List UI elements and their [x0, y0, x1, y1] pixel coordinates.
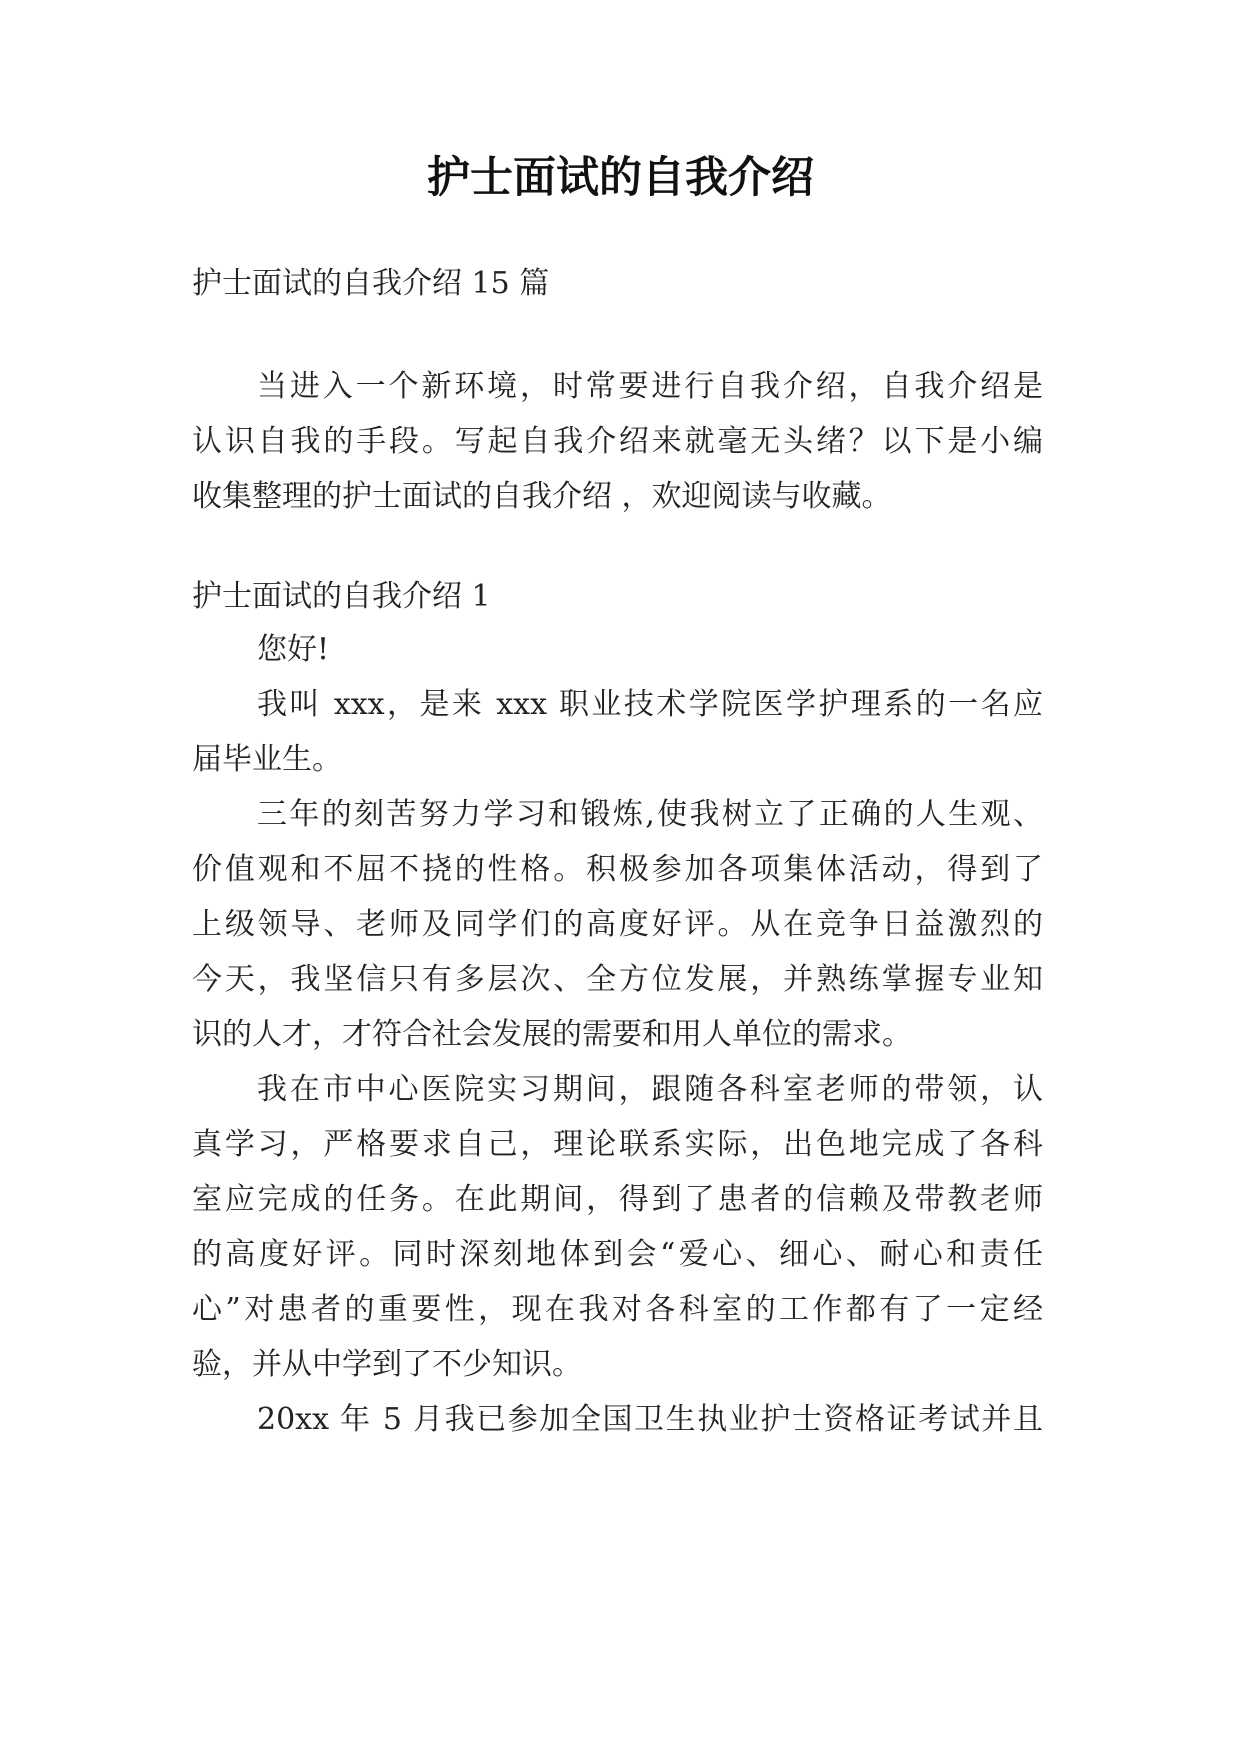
paragraph-line: 识的人才，才符合社会发展的需要和用人单位的需求。 [192, 1017, 912, 1052]
paragraph-line: 价值观和不屈不挠的性格。积极参加各项集体活动，得到了 [192, 852, 1043, 887]
paragraph-line: 我在市中心医院实习期间，跟随各科室老师的带领，认 [257, 1072, 1043, 1107]
intro-line: 收集整理的护士面试的自我介绍 ，欢迎阅读与收藏。 [192, 479, 892, 514]
paragraph-line: 届毕业生。 [192, 742, 342, 777]
paragraph-line: 真学习，严格要求自己，理论联系实际，出色地完成了各科 [192, 1127, 1043, 1162]
paragraph-line: 上级领导、老师及同学们的高度好评。从在竞争日益激烈的 [192, 907, 1043, 942]
paragraph-line: 的高度好评。同时深刻地体到会“爱心、细心、耐心和责任 [192, 1237, 1043, 1272]
paragraph-line: 我叫 xxx，是来 xxx 职业技术学院医学护理系的一名应 [257, 687, 1043, 722]
intro-line: 认识自我的手段。写起自我介绍来就毫无头绪？以下是小编 [192, 424, 1043, 459]
document-title: 护士面试的自我介绍 [427, 153, 814, 203]
intro-line: 当进入一个新环境，时常要进行自我介绍，自我介绍是 [257, 369, 1043, 404]
paragraph-line: 20xx 年 5 月我已参加全国卫生执业护士资格证考试并且 [257, 1402, 1043, 1437]
paragraph-line: 今天，我坚信只有多层次、全方位发展，并熟练掌握专业知 [192, 962, 1043, 997]
greeting-text: 您好! [257, 632, 330, 667]
paragraph-line: 三年的刻苦努力学习和锻炼,使我树立了正确的人生观、 [257, 797, 1043, 832]
paragraph-line: 心”对患者的重要性，现在我对各科室的工作都有了一定经 [192, 1292, 1043, 1327]
paragraph-line: 验，并从中学到了不少知识。 [192, 1347, 582, 1382]
section-heading: 护士面试的自我介绍 1 [192, 579, 491, 614]
paragraph-line: 室应完成的任务。在此期间，得到了患者的信赖及带教老师 [192, 1182, 1043, 1217]
document-subtitle: 护士面试的自我介绍 15 篇 [192, 266, 550, 301]
